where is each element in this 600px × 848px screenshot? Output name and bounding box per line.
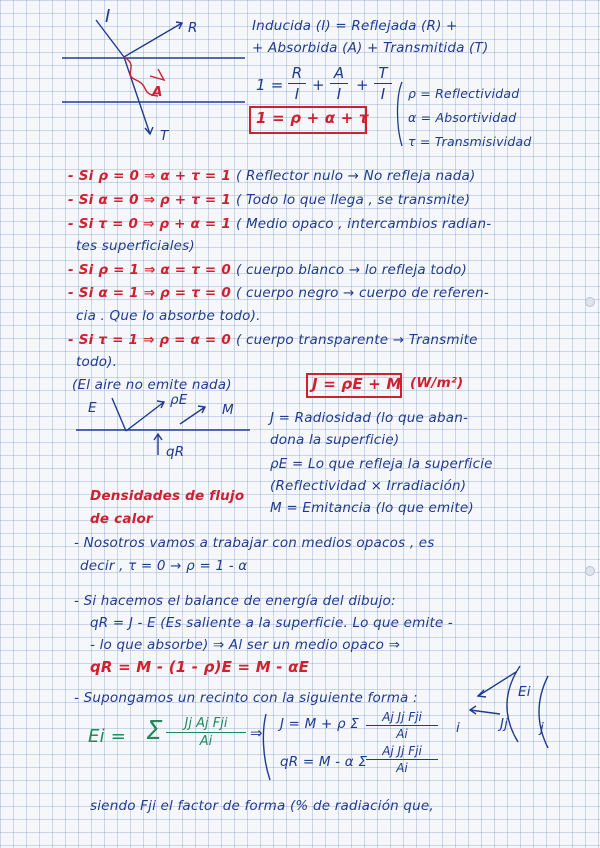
case-tau-0-desc: ( Medio opaco , intercambios radian-	[236, 216, 492, 232]
opaque-line-2: decir , τ = 0 → ρ = 1 - α	[80, 558, 248, 574]
case-tau-1-desc: ( cuerpo transparente → Transmite	[236, 332, 478, 348]
reflected-label: R	[188, 20, 198, 36]
balance-line-2: qR = J - E (Es saliente a la superficie. Lo que emite -	[90, 615, 454, 631]
radiosity-unit: (W/m²)	[410, 375, 464, 391]
case-rho-0-cond: - Si ρ = 0 ⇒ α + τ = 1	[68, 168, 231, 184]
irradiation-label: E	[88, 400, 97, 416]
emittance-label: M	[222, 402, 234, 418]
case-tau-0-desc-cont: tes superficiales)	[76, 238, 195, 254]
fraction-T-over-I	[374, 64, 392, 103]
radiosity-sum-equation: J = M + ρ Σ	[280, 716, 360, 732]
case-alpha-1-desc-cont: cia . Que lo absorbe todo).	[76, 308, 261, 324]
radiosity-sum-fraction	[366, 710, 438, 741]
ratio-equation-lhs: 1 =	[256, 76, 284, 94]
balance-line-3: - lo que absorbe) ⇒ Al ser un medio opaco ⇒	[90, 637, 401, 653]
legend-absortivity: α = Absortividad	[408, 110, 517, 125]
fraction-numerator: Jj Aj Fji	[184, 716, 228, 731]
balance-result: qR = M - (1 - ρ)E = M - αE	[90, 658, 310, 676]
radiosity-def-5: M = Emitancia (lo que emite)	[270, 500, 474, 516]
case-alpha-0-cond: - Si α = 0 ⇒ ρ + τ = 1	[68, 192, 231, 208]
air-note: (El aire no emite nada)	[72, 377, 232, 393]
legend-transmisivity: τ = Transmisividad	[408, 134, 532, 149]
fraction-A-over-I	[330, 64, 348, 103]
irradiation-i-lhs: Ei =	[88, 726, 126, 747]
case-rho-1-cond: - Si ρ = 1 ⇒ α = τ = 0	[68, 262, 231, 278]
case-alpha-1-cond: - Si α = 1 ⇒ ρ = τ = 0	[68, 285, 231, 301]
plus-sign: +	[356, 76, 369, 94]
radiosity-equation: J = ρE + M	[312, 375, 402, 393]
fraction-numerator: A	[333, 64, 345, 82]
fraction-denominator: I	[336, 85, 342, 103]
radiosity-def-4: (Reflectividad × Irradiación)	[270, 478, 467, 494]
case-rho-0-desc: ( Reflector nulo → No refleja nada)	[236, 168, 476, 184]
absorbed-label: A	[152, 84, 163, 100]
fraction-numerator: Aj Jj Fji	[382, 710, 422, 724]
reflected-irradiation-label: ρE	[170, 392, 188, 408]
fraction-denominator: Ai	[396, 761, 408, 775]
radiosity-def-1: J = Radiosidad (lo que aban-	[270, 410, 469, 426]
fraction-numerator: R	[291, 64, 303, 82]
fraction-denominator: Ai	[199, 734, 213, 749]
fraction-numerator: T	[378, 64, 388, 82]
figure-Jj-label: Jj	[500, 716, 509, 732]
fraction-R-over-I	[288, 64, 306, 103]
fraction-denominator: Ai	[396, 727, 408, 741]
case-tau-1-cond: - Si τ = 1 ⇒ ρ = α = 0	[68, 332, 231, 348]
balance-line-1: - Si hacemos el balance de energía del dibujo:	[74, 593, 396, 609]
figure-j-label: j	[540, 720, 544, 736]
incident-label: I	[105, 6, 111, 27]
flux-title-line-2: de calor	[90, 511, 153, 527]
fraction-numerator: Aj Jj Fji	[382, 744, 422, 758]
legend-bracket	[398, 82, 403, 146]
irradiation-fraction	[166, 716, 246, 749]
radiosity-def-3: ρE = Lo que refleja la superficie	[270, 456, 493, 472]
case-tau-0-cond: - Si τ = 0 ⇒ ρ + α = 1	[68, 216, 231, 232]
heat-flux-label: qR	[166, 444, 185, 460]
fraction-denominator: I	[380, 85, 386, 103]
boxed-identity-text: 1 = ρ + α + τ	[256, 109, 369, 127]
legend-reflectivity: ρ = Reflectividad	[408, 86, 520, 101]
case-rho-1-desc: ( cuerpo blanco → lo refleja todo)	[236, 262, 467, 278]
opaque-line-1: - Nosotros vamos a trabajar con medios opacos , es	[74, 535, 435, 551]
surface-i-mark: i	[456, 720, 460, 736]
radiosity-def-2: dona la superficie)	[270, 432, 400, 448]
plus-sign: +	[312, 76, 325, 94]
flux-title-line-1: Densidades de flujo	[90, 488, 245, 504]
fraction-denominator: I	[294, 85, 300, 103]
summation-sign: Σ	[146, 716, 163, 746]
implies-arrow: ⇒	[250, 724, 263, 742]
case-alpha-0-desc: ( Todo lo que llega , se transmite)	[236, 192, 471, 208]
shape-factor-line: siendo Fji el factor de forma (% de radiación que,	[90, 798, 434, 814]
enclosure-intro: - Supongamos un recinto con la siguiente forma :	[74, 690, 418, 706]
flux-sum-fraction	[366, 744, 438, 775]
figure-Ei-label: Ei	[518, 684, 531, 700]
transmitted-label: T	[160, 128, 169, 144]
flux-sum-equation: qR = M - α Σ	[280, 754, 368, 770]
energy-balance-line-2: + Absorbida (A) + Transmitida (T)	[252, 40, 489, 56]
energy-balance-line-1: Inducida (I) = Reflejada (R) +	[252, 18, 458, 34]
case-alpha-1-desc: ( cuerpo negro → cuerpo de referen-	[236, 285, 489, 301]
case-tau-1-desc-cont: todo).	[76, 354, 118, 370]
